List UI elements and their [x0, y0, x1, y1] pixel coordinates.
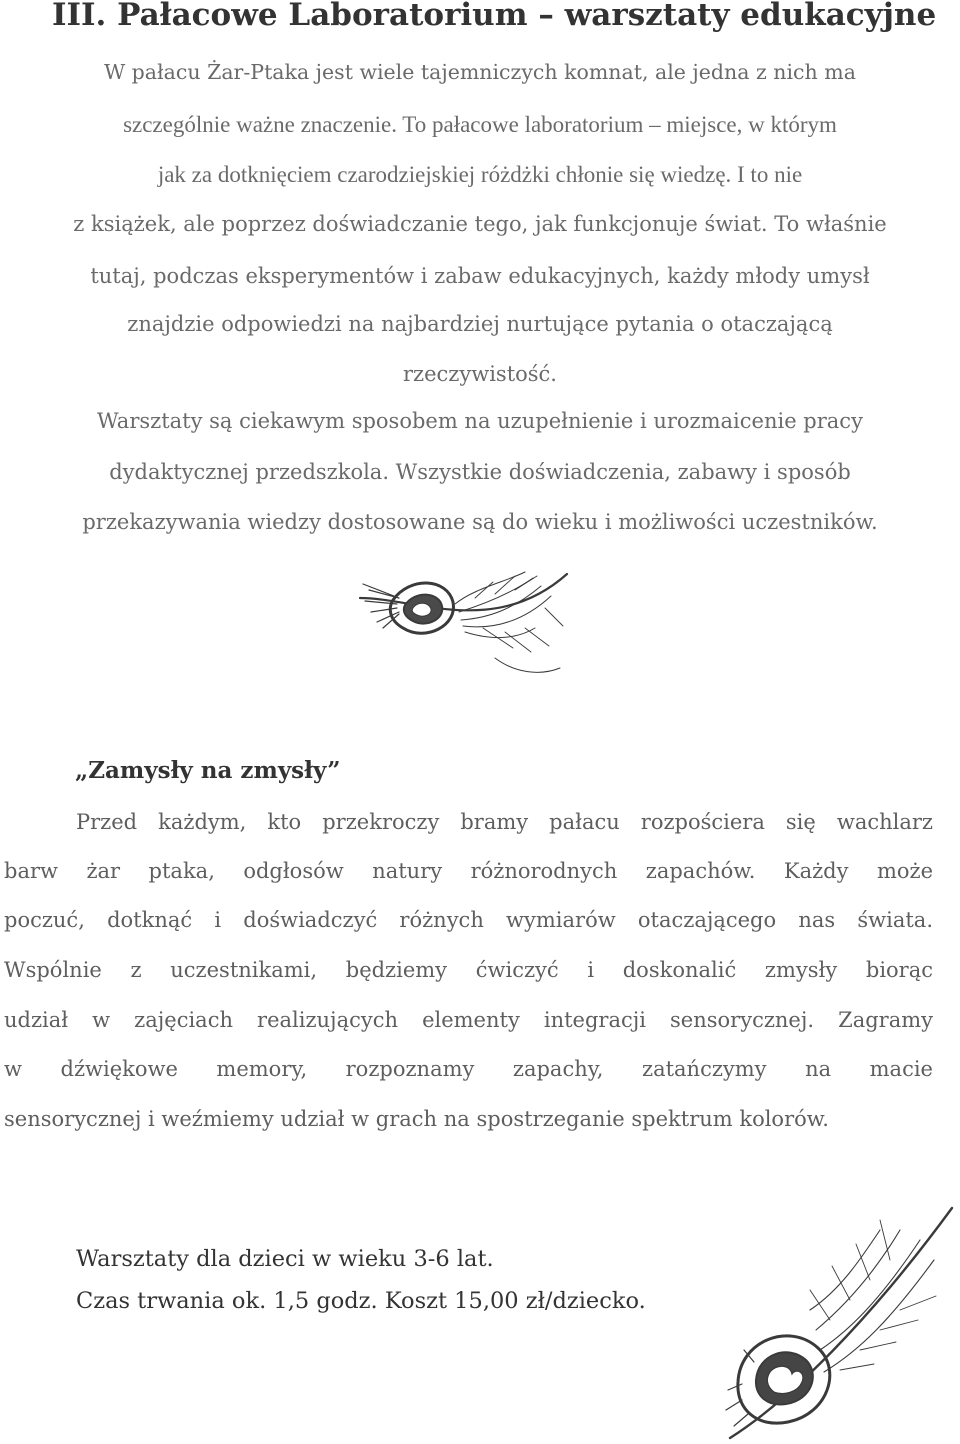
intro-line: znajdzie odpowiedzi na najbardziej nurtujące pytania o otaczającą [127, 312, 833, 336]
intro-line: z książek, ale poprzez doświadczanie tego, jak funkcjonuje świat. To właśnie [73, 212, 887, 236]
body-line: barw żar ptaka, odgłosów natury różnorodnych zapachów. Każdy może [4, 859, 933, 883]
body-line: udział w zajęciach realizujących elementy integracji sensorycznej. Zagramy [4, 1008, 933, 1032]
body-line: poczuć, dotknąć i doświadczyć różnych wymiarów otaczającego nas świata. [4, 908, 933, 932]
body-line: Przed każdym, kto przekroczy bramy pałacu rozpościera się wachlarz [76, 810, 933, 834]
body-line: w dźwiękowe memory, rozpoznamy zapachy, zatańczymy na macie [4, 1057, 933, 1081]
feather-illustration [720, 1200, 960, 1444]
info-line: Warsztaty dla dzieci w wieku 3-6 lat. [76, 1246, 494, 1272]
feather-illustration [355, 568, 580, 683]
intro-line: szczególnie ważne znaczenie. To pałacowe laboratorium – miejsce, w którym [123, 112, 837, 137]
intro-line: W pałacu Żar-Ptaka jest wiele tajemniczych komnat, ale jedna z nich ma [104, 60, 856, 84]
intro-line: jak za dotknięciem czarodziejskiej różdżki chłonie się wiedzę. I to nie [157, 162, 803, 187]
section-title: „Zamysły na zmysły” [75, 757, 341, 784]
intro-line: przekazywania wiedzy dostosowane są do wieku i możliwości uczestników. [82, 510, 878, 534]
body-line: Wspólnie z uczestnikami, będziemy ćwiczyć i doskonalić zmysły biorąc [4, 958, 933, 982]
section-heading: III. Pałacowe Laboratorium – warsztaty edukacyjne [52, 0, 937, 33]
body-line: sensorycznej i weźmiemy udział w grach na spostrzeganie spektrum kolorów. [4, 1107, 829, 1131]
intro-line: tutaj, podczas eksperymentów i zabaw edukacyjnych, każdy młody umysł [90, 264, 870, 288]
intro-line: dydaktycznej przedszkola. Wszystkie doświadczenia, zabawy i sposób [109, 460, 851, 484]
intro-line: Warsztaty są ciekawym sposobem na uzupełnienie i urozmaicenie pracy [97, 409, 863, 433]
intro-line: rzeczywistość. [403, 362, 557, 386]
info-line: Czas trwania ok. 1,5 godz. Koszt 15,00 zł/dziecko. [76, 1288, 646, 1314]
